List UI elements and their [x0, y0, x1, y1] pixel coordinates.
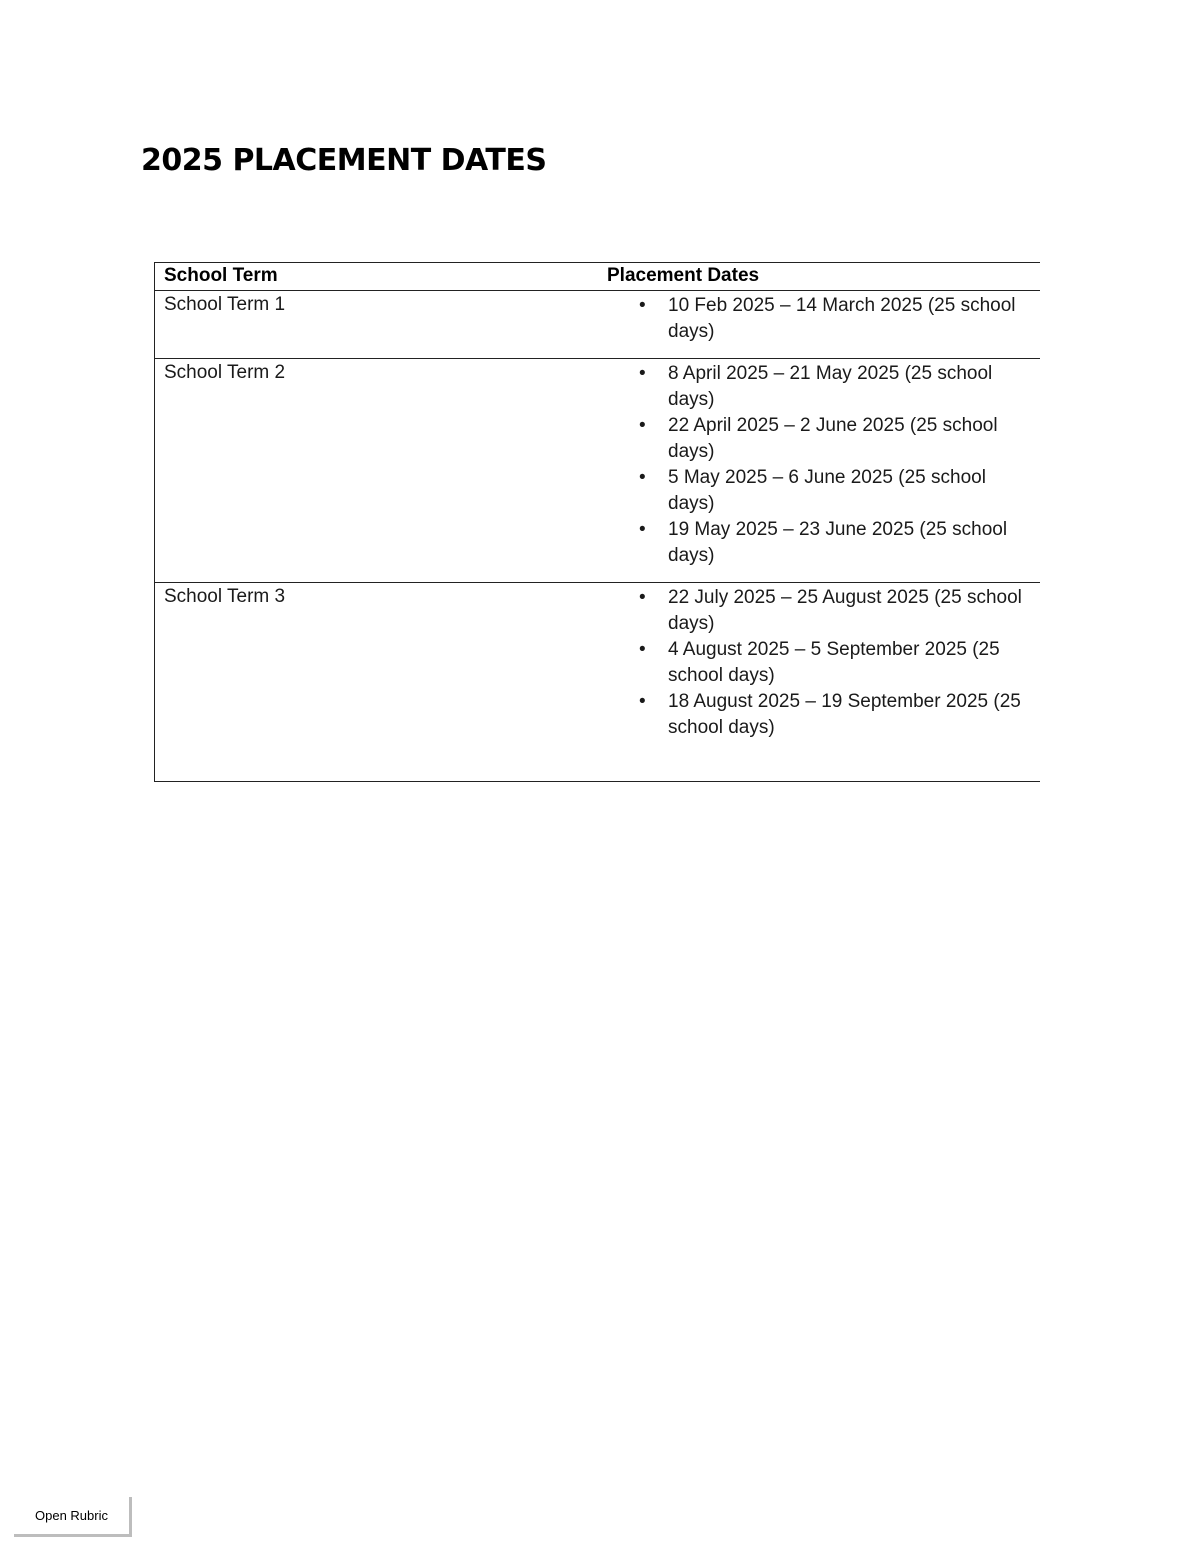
table-row	[155, 359, 1041, 583]
date-list	[607, 583, 1040, 781]
column-header-school-term: School Term	[155, 263, 608, 291]
list-item	[607, 517, 1040, 569]
term-cell: School Term 2	[155, 359, 608, 583]
list-item	[607, 585, 1040, 637]
dates-cell	[607, 359, 1040, 583]
term-cell: School Term 1	[155, 291, 608, 359]
table-header-row	[155, 263, 1041, 291]
bullet-icon: •	[639, 415, 646, 436]
placement-dates-table	[154, 262, 1040, 782]
date-range-text: 19 May 2025 – 23 June 2025 (25 school days)	[668, 519, 1008, 566]
table-row	[155, 583, 1041, 782]
date-range-text: 10 Feb 2025 – 14 March 2025 (25 school days)	[668, 295, 1016, 342]
date-list	[607, 291, 1040, 358]
table-row	[155, 291, 1041, 359]
bullet-icon: •	[639, 363, 646, 384]
bullet-icon: •	[639, 519, 646, 540]
column-header-placement-dates: Placement Dates	[607, 263, 1040, 291]
list-item	[607, 293, 1040, 345]
list-item	[607, 361, 1040, 413]
list-item	[607, 689, 1040, 741]
list-item	[607, 637, 1040, 689]
term-cell: School Term 3	[155, 583, 608, 782]
dates-cell	[607, 583, 1040, 782]
bullet-icon: •	[639, 691, 646, 712]
date-range-text: 22 April 2025 – 2 June 2025 (25 school days)	[668, 415, 998, 462]
date-range-text: 22 July 2025 – 25 August 2025 (25 school days)	[668, 587, 1022, 634]
date-range-text: 8 April 2025 – 21 May 2025 (25 school days)	[668, 363, 993, 410]
bullet-icon: •	[639, 587, 646, 608]
date-range-text: 18 August 2025 – 19 September 2025 (25 school days)	[668, 691, 1021, 738]
page-title: 2025 PLACEMENT DATES	[141, 143, 547, 178]
dates-cell	[607, 291, 1040, 359]
date-range-text: 4 August 2025 – 5 September 2025 (25 school days)	[668, 639, 1000, 686]
bullet-icon: •	[639, 467, 646, 488]
list-item	[607, 465, 1040, 517]
open-rubric-button[interactable]: Open Rubric	[14, 1497, 132, 1537]
bullet-icon: •	[639, 639, 646, 660]
date-list	[607, 359, 1040, 582]
date-range-text: 5 May 2025 – 6 June 2025 (25 school days)	[668, 467, 986, 514]
list-item	[607, 413, 1040, 465]
bullet-icon: •	[639, 295, 646, 316]
